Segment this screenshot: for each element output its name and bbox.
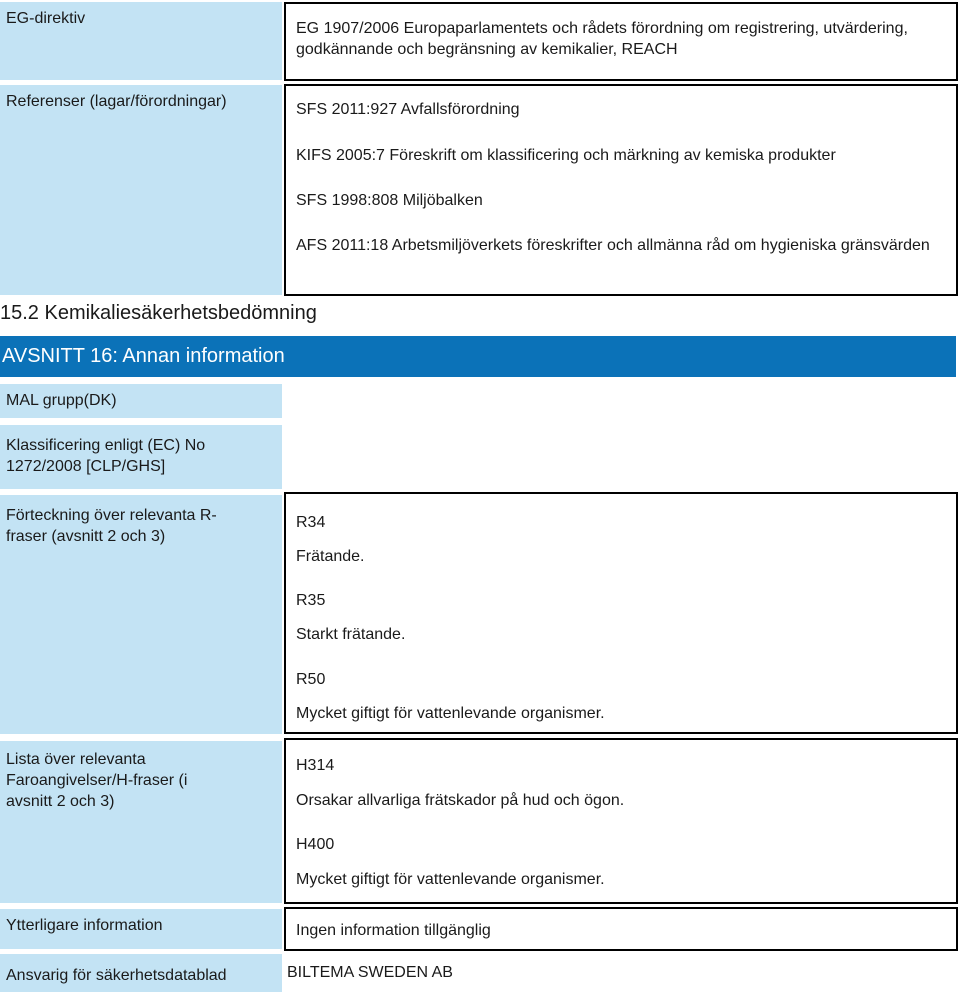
references-label: Referenser (lagar/förordningar) (0, 85, 282, 295)
r-phrase-code: R35 (296, 592, 326, 609)
additional-info-box (284, 907, 958, 951)
responsible-value: BILTEMA SWEDEN AB (287, 964, 453, 981)
r-phrase-text: Starkt frätande. (296, 626, 406, 643)
r-phrases-label: Förteckning över relevanta R-fraser (avsnitt 2 och 3) (0, 495, 282, 734)
h-phrase-text: Orsakar allvarliga frätskador på hud och ögon. (296, 792, 625, 809)
eg-directive-text: EG 1907/2006 Europaparlamentets och rådets förordning om registrering, utvärdering, godkännande och begränsning av kemikalier, REACH (296, 20, 908, 58)
section-16-header: AVSNITT 16: Annan information (0, 336, 956, 377)
h-phrase-code: H400 (296, 836, 335, 853)
section-15-2-heading: 15.2 Kemikaliesäkerhetsbedömning (0, 302, 317, 324)
mal-group-label: MAL grupp(DK) (0, 384, 282, 418)
h-phrase-text: Mycket giftigt för vattenlevande organismer. (296, 871, 605, 888)
reference-item: AFS 2011:18 Arbetsmiljöverkets föreskrifter och allmänna råd om hygieniska gränsvärden (296, 237, 930, 254)
responsible-label: Ansvarig för säkerhetsdatablad (0, 954, 282, 992)
reference-item: SFS 2011:927 Avfallsförordning (296, 101, 520, 118)
additional-info-label: Ytterligare information (0, 909, 282, 949)
additional-info-value: Ingen information tillgänglig (296, 922, 491, 939)
r-phrase-code: R34 (296, 514, 326, 531)
reference-item: SFS 1998:808 Miljöbalken (296, 192, 483, 209)
eg-directive-label: EG-direktiv (0, 2, 282, 80)
r-phrase-code: R50 (296, 671, 326, 688)
h-phrase-code: H314 (296, 757, 335, 774)
h-phrases-box (284, 738, 958, 904)
h-phrases-label: Lista över relevanta Faroangivelser/H-fraser (i avsnitt 2 och 3) (0, 741, 282, 903)
references-box (284, 84, 958, 296)
clp-classification-label: Klassificering enligt (EC) No 1272/2008 [CLP/GHS] (0, 425, 282, 489)
reference-item: KIFS 2005:7 Föreskrift om klassificering och märkning av kemiska produkter (296, 147, 836, 164)
r-phrase-text: Frätande. (296, 548, 365, 565)
r-phrase-text: Mycket giftigt för vattenlevande organismer. (296, 705, 605, 722)
r-phrases-box (284, 492, 958, 734)
eg-directive-box (284, 2, 958, 81)
